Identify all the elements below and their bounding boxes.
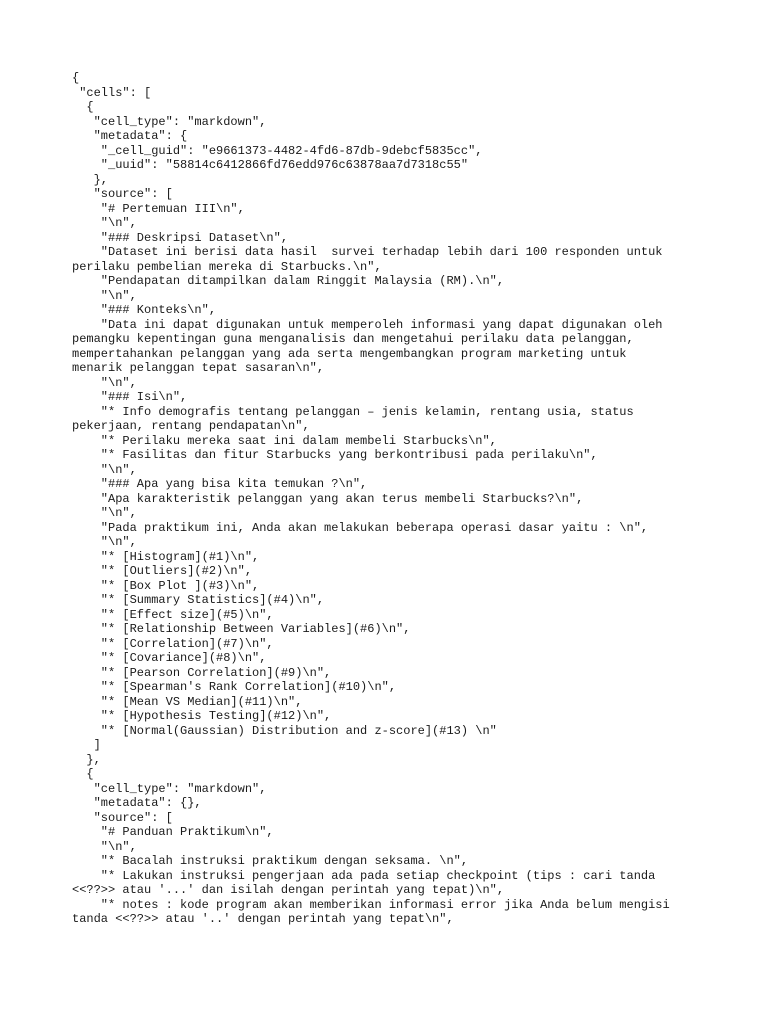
text-line: tanda <<??>> atau '..' dengan perintah yang tepat\n", (72, 912, 454, 926)
text-line: "_cell_guid": "e9661373-4482-4fd6-87db-9debcf5835cc", (72, 143, 483, 158)
text-line: "\n", (72, 506, 137, 520)
text-line: mempertahankan pelanggan yang ada serta mengembangkan program marketing untuk (72, 346, 627, 361)
text-line: "\n", (72, 288, 137, 303)
text-line: "* Bacalah instruksi praktikum dengan seksama. \n", (72, 854, 469, 868)
text-line: pekerjaan, rentang pendapatan\n", (72, 419, 310, 433)
text-line: menarik pelanggan tepat sasaran\n", (72, 361, 325, 375)
text-line: "# Pertemuan III\n", (72, 201, 245, 216)
text-line: "* notes : kode program akan memberikan informasi error jika Anda belum mengisi (72, 897, 670, 912)
text-line: "### Apa yang bisa kita temukan ?\n", (72, 477, 368, 491)
text-line: perilaku pembelian mereka di Starbucks.\n", (72, 259, 382, 274)
text-line: "* [Box Plot ](#3)\n", (72, 578, 260, 593)
text-line: { (72, 767, 94, 781)
text-line: "* [Mean VS Median](#11)\n", (72, 694, 303, 709)
text-line: { (72, 100, 94, 114)
text-line: "cell_type": "markdown", (72, 114, 267, 129)
text-line: "* [Correlation](#7)\n", (72, 636, 274, 651)
text-line: "\n", (72, 535, 137, 549)
text-line: "* [Normal(Gaussian) Distribution and z-score](#13) \n" (72, 723, 497, 738)
text-line: "* [Outliers](#2)\n", (72, 564, 253, 578)
text-line: "# Panduan Praktikum\n", (72, 825, 274, 839)
text-line: "\n", (72, 216, 137, 230)
text-line: "source": [ (72, 810, 173, 825)
text-line: "* [Relationship Between Variables](#6)\n", (72, 622, 411, 636)
text-line: "cell_type": "markdown", (72, 781, 267, 796)
text-line: <<??>> atau '...' dan isilah dengan perintah yang tepat)\n", (72, 883, 505, 897)
text-line: "### Konteks\n", (72, 303, 217, 317)
text-line: "_uuid": "58814c6412866fd76edd976c63878aa7d7318c55" (72, 158, 469, 172)
text-line: "cells": [ (72, 85, 152, 100)
text-line: "metadata": { (72, 129, 188, 143)
text-line: "* [Histogram](#1)\n", (72, 549, 260, 564)
text-line: }, (72, 752, 101, 767)
text-line: }, (72, 172, 109, 187)
text-line: { (72, 71, 80, 85)
text-line: "* [Summary Statistics](#4)\n", (72, 593, 325, 607)
text-line: "\n", (72, 839, 137, 854)
text-line: "* [Spearman's Rank Correlation](#10)\n", (72, 680, 397, 694)
text-line: "Data ini dapat digunakan untuk memperoleh informasi yang dapat digunakan oleh (72, 317, 663, 332)
text-line: "\n", (72, 462, 137, 477)
text-line: "* Fasilitas dan fitur Starbucks yang berkontribusi pada perilaku\n", (72, 448, 598, 462)
text-line: "Dataset ini berisi data hasil survei terhadap lebih dari 100 responden untuk (72, 245, 663, 259)
text-line: "* [Covariance](#8)\n", (72, 651, 267, 665)
text-line: "metadata": {}, (72, 796, 202, 810)
text-line: "* [Pearson Correlation](#9)\n", (72, 665, 332, 680)
text-line: "* [Effect size](#5)\n", (72, 607, 274, 622)
text-line: "* Lakukan instruksi pengerjaan ada pada setiap checkpoint (tips : cari tanda (72, 868, 656, 883)
text-line: "### Isi\n", (72, 390, 188, 404)
text-line: "* Perilaku mereka saat ini dalam membeli Starbucks\n", (72, 433, 497, 448)
text-line: pemangku kepentingan guna menganalisis dan mengetahui perilaku data pelanggan, (72, 332, 634, 346)
text-line: "Pada praktikum ini, Anda akan melakukan beberapa operasi dasar yaitu : \n", (72, 520, 649, 535)
text-line: ] (72, 738, 101, 752)
text-line: "* Info demografis tentang pelanggan – jenis kelamin, rentang usia, status (72, 404, 634, 419)
text-line: "source": [ (72, 187, 173, 201)
text-line: "Apa karakteristik pelanggan yang akan terus membeli Starbucks?\n", (72, 491, 584, 506)
text-line: "Pendapatan ditampilkan dalam Ringgit Malaysia (RM).\n", (72, 274, 505, 288)
text-line: "### Deskripsi Dataset\n", (72, 230, 289, 245)
text-line: "\n", (72, 375, 137, 390)
document-page (72, 71, 712, 927)
text-line: "* [Hypothesis Testing](#12)\n", (72, 709, 332, 723)
